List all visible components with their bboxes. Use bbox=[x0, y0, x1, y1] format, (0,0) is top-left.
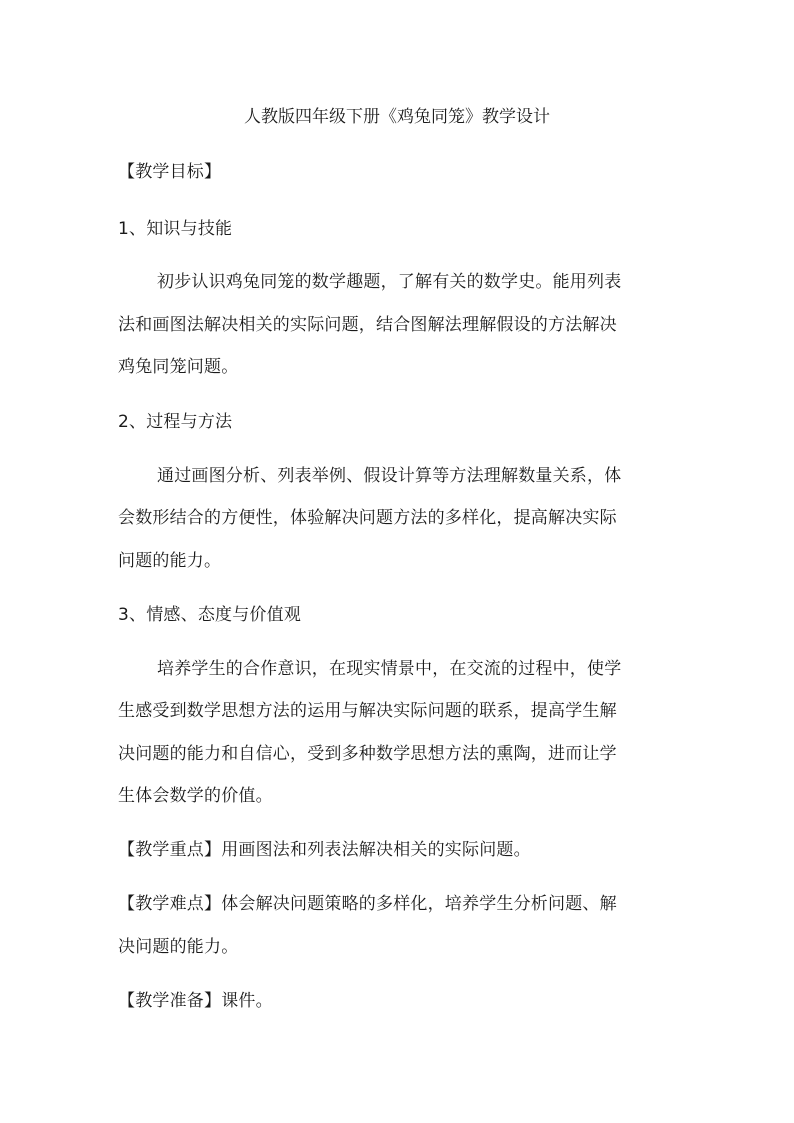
section-2-line-2: 会数形结合的方便性，体验解决问题方法的多样化，提高解决实际 bbox=[118, 508, 617, 528]
preparation: 【教学准备】课件。 bbox=[118, 991, 273, 1011]
section-3-heading: 3、情感、态度与价值观 bbox=[118, 605, 302, 625]
section-1-line-3: 鸡兔同笼问题。 bbox=[118, 357, 239, 377]
section-2-line-1: 通过画图分析、列表举例、假设计算等方法理解数量关系，体 bbox=[157, 466, 622, 486]
section-3-line-4: 生体会数学的价值。 bbox=[118, 786, 273, 806]
section-2-line-3: 问题的能力。 bbox=[118, 551, 222, 571]
objectives-heading: 【教学目标】 bbox=[118, 162, 222, 182]
section-2-heading: 2、过程与方法 bbox=[118, 412, 233, 432]
section-1-heading: 1、知识与技能 bbox=[118, 219, 233, 239]
difficulty-line-2: 决问题的能力。 bbox=[118, 937, 239, 957]
section-3-line-3: 决问题的能力和自信心，受到多种数学思想方法的熏陶，进而让学 bbox=[118, 744, 617, 764]
section-3-line-1: 培养学生的合作意识，在现实情景中，在交流的过程中，使学 bbox=[157, 659, 622, 679]
key-point: 【教学重点】用画图法和列表法解决相关的实际问题。 bbox=[118, 840, 531, 860]
document-title: 人教版四年级下册《鸡兔同笼》教学设计 bbox=[244, 107, 550, 127]
section-1-line-2: 法和画图法解决相关的实际问题，结合图解法理解假设的方法解决 bbox=[118, 315, 617, 335]
section-3-line-2: 生感受到数学思想方法的运用与解决实际问题的联系，提高学生解 bbox=[118, 701, 617, 721]
section-1-line-1: 初步认识鸡兔同笼的数学趣题，了解有关的数学史。能用列表 bbox=[157, 272, 622, 292]
difficulty-line-1: 【教学难点】体会解决问题策略的多样化，培养学生分析问题、解 bbox=[118, 894, 617, 914]
